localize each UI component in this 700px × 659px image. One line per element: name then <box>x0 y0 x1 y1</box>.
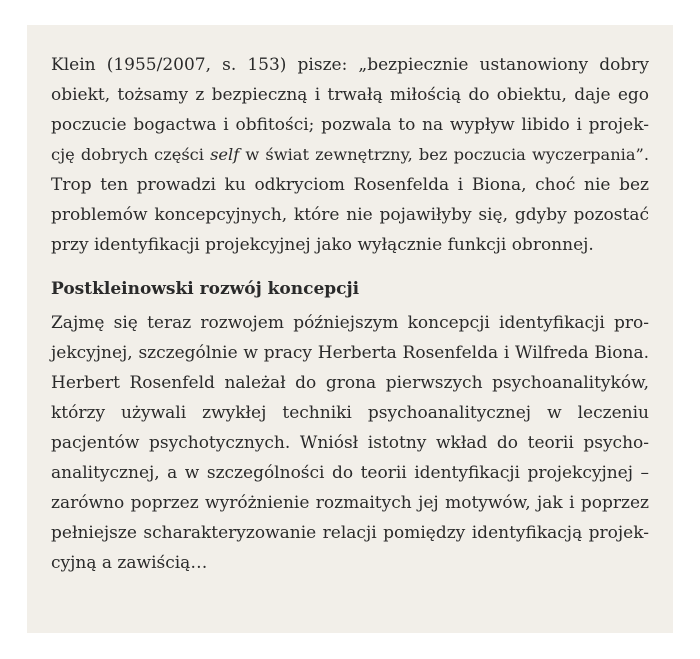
page <box>27 25 673 633</box>
paragraph-1-line: Klein (1955/2007, s. 153) pisze: „bezpiecznie ustanowiony dobry <box>51 55 649 75</box>
paragraph-1-line: przy identyfikacji projekcyjnej jako wyłącznie funkcji obronnej. <box>51 235 594 255</box>
paragraph-1-line: obiekt, tożsamy z bezpieczną i trwałą miłością do obiektu, daje ego <box>51 85 649 105</box>
paragraph-1-line: Trop ten prowadzi ku odkryciom Rosenfelda i Biona, choć nie bez <box>51 175 649 195</box>
paragraph-2-line: pacjentów psychotycznych. Wniósł istotny wkład do teorii psycho- <box>51 433 649 453</box>
paragraph-2 <box>51 308 649 578</box>
paragraph-2-line: Herbert Rosenfeld należał do grona pierwszych psychoanalityków, <box>51 373 649 393</box>
paragraph-2-line: jekcyjnej, szczególnie w pracy Herberta Rosenfelda i Wilfreda Biona. <box>51 343 649 363</box>
text-run: cję dobrych części <box>51 145 204 164</box>
paragraph-1-line-mixed <box>51 140 649 170</box>
paragraph-1 <box>51 50 649 260</box>
paragraph-1-line: poczucie bogactwa i obfitości; pozwala to na wypływ libido i projek- <box>51 115 649 135</box>
paragraph-2-line: Zajmę się teraz rozwojem późniejszym koncepcji identyfikacji pro- <box>51 313 649 333</box>
paragraph-1-line: problemów koncepcyjnych, które nie pojawiłyby się, gdyby pozostać <box>51 205 649 225</box>
section-heading: Postkleinowski rozwój koncepcji <box>51 279 360 299</box>
paragraph-2-line: zarówno poprzez wyróżnienie rozmaitych jej motywów, jak i poprzez <box>51 493 649 513</box>
italic-term-self: self <box>210 145 240 164</box>
paragraph-2-line: cyjną a zawiścią… <box>51 553 208 573</box>
paragraph-2-line: analitycznej, a w szczególności do teorii identyfikacji projekcyjnej – <box>51 463 649 483</box>
text-run: w świat zewnętrzny, bez poczucia wyczerpania”. <box>245 145 650 164</box>
paragraph-2-line: którzy używali zwykłej techniki psychoanalitycznej w leczeniu <box>51 403 649 423</box>
paragraph-2-line: pełniejsze scharakteryzowanie relacji pomiędzy identyfikacją projek- <box>51 523 649 543</box>
